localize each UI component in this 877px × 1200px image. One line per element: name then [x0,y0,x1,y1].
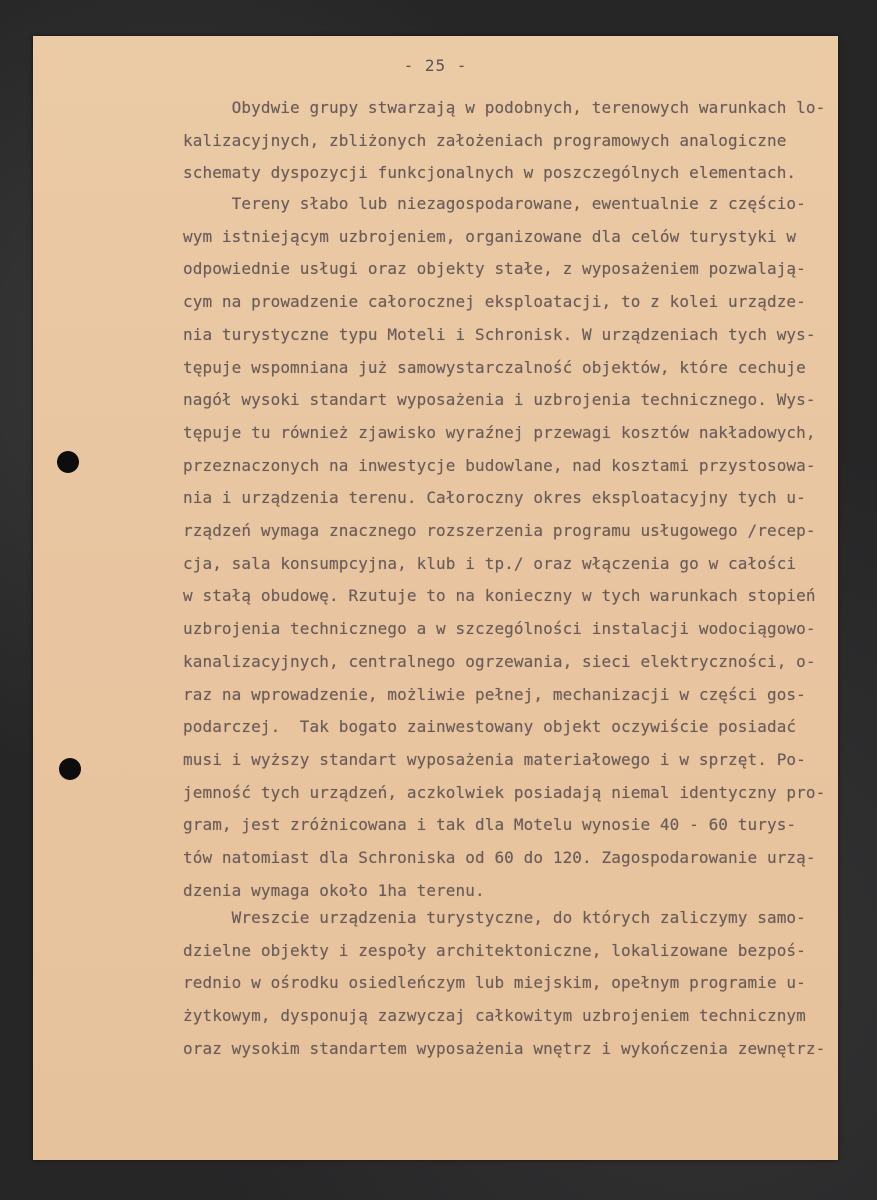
text-line: raz na wprowadzenie, możliwie pełnej, mechanizacji w części gos- [183,684,806,704]
text-line: jemność tych urządzeń, aczkolwiek posiadają niemal identyczny pro- [183,782,826,802]
text-line: wym istniejącym uzbrojeniem, organizowane dla celów turystyki w [183,226,797,246]
text-line: żytkowym, dysponują zazwyczaj całkowitym uzbrojeniem technicznym [183,1006,806,1026]
text-line: rednio w ośrodku osiedleńczym lub miejskim, opełnym programie u- [183,973,806,993]
text-line: Wreszcie urządzenia turystyczne, do których zaliczymy samo- [183,908,806,927]
text-line: nagół wysoki standart wyposażenia i uzbrojenia technicznego. Wys- [183,390,816,410]
page-number: - 25 - [403,56,468,75]
text-line: kanalizacyjnych, centralnego ogrzewania, sieci elektryczności, o- [183,651,816,671]
text-line: dzielne objekty i zespoły architektoniczne, lokalizowane bezpoś- [183,940,806,960]
document-page [33,36,838,1160]
text-line: cym na prowadzenie całorocznej eksploatacji, to z kolei urządze- [183,292,806,312]
text-line: Obydwie grupy stwarzają w podobnych, terenowych warunkach lo- [183,98,826,117]
text-line: Tereny słabo lub niezagospodarowane, ewentualnie z częścio- [183,194,806,213]
text-line: uzbrojenia technicznego a w szczególności instalacji wodociągowo- [183,619,816,639]
text-line: kalizacyjnych, zbliżonych założeniach programowych analogiczne [183,130,787,150]
text-line: dzenia wymaga około 1ha terenu. [183,880,485,900]
text-line: tępuje tu również zjawisko wyraźnej przewagi kosztów nakładowych, [183,422,816,442]
text-line: podarczej. Tak bogato zainwestowany objekt oczywiście posiadać [183,717,797,737]
text-line: oraz wysokim standartem wyposażenia wnętrz i wykończenia zewnętrz- [183,1038,826,1058]
text-line: odpowiednie usługi oraz objekty stałe, z wyposażeniem pozwalają- [183,259,806,279]
text-line: cja, sala konsumpcyjna, klub i tp./ oraz włączenia go w całości [183,553,797,573]
text-line: musi i wyższy standart wyposażenia materiałowego i w sprzęt. Po- [183,749,806,769]
punch-hole-bottom [59,758,81,780]
text-line: rządzeń wymaga znacznego rozszerzenia programu usługowego /recep- [183,521,816,540]
text-line: przeznaczonych na inwestycje budowlane, nad kosztami przystosowa- [183,455,816,475]
punch-hole-top [57,451,79,473]
text-line: tępuje wspomniana już samowystarczalność objektów, które cechuje [183,357,806,377]
text-line: tów natomiast dla Schroniska od 60 do 120. Zagospodarowanie urzą- [183,848,816,867]
text-line: w stałą obudowę. Rzutuje to na konieczny w tych warunkach stopień [183,586,816,606]
text-line: nia i urządzenia terenu. Całoroczny okres eksploatacyjny tych u- [183,488,806,508]
text-line: gram, jest zróżnicowana i tak dla Motelu wynosie 40 - 60 turys- [183,815,797,835]
text-line: nia turystyczne typu Moteli i Schronisk. W urządzeniach tych wys- [183,324,816,344]
text-line: schematy dyspozycji funkcjonalnych w poszczególnych elementach. [183,163,797,183]
